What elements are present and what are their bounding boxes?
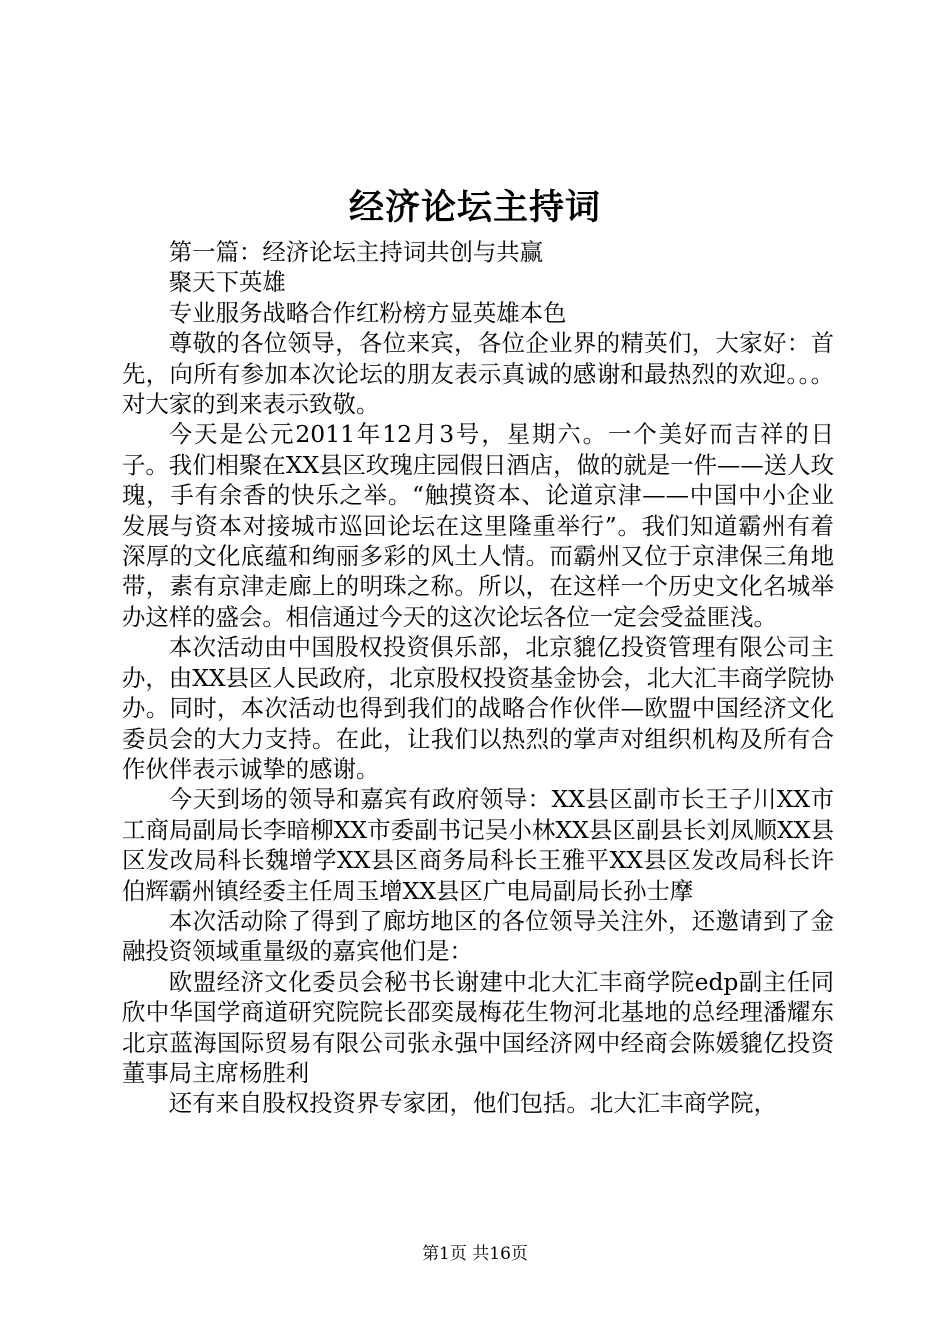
page-number-footer: 第1页 共16页 <box>422 1244 528 1264</box>
paragraph: 本次活动除了得到了廊坊地区的各位领导关注外，还邀请到了金融投资领域重量级的嘉宾他们是： <box>122 906 834 966</box>
paragraph: 还有来自股权投资界专家团，他们包括。北大汇丰商学院， <box>168 1089 777 1118</box>
paragraph: 聚天下英雄 <box>168 268 286 297</box>
paragraph: 今天到场的领导和嘉宾有政府领导：XX县区副市长王子川XX市工商局副局长李暗柳XX市委副书记吴小林XX县区副县长刘凤顺XX县区发改局科长魏增学XX县区商务局科长王雅平XX县区发改局科长许伯辉霸州镇经委主任周玉增XX县区广电局副局长孙士摩 <box>122 785 834 905</box>
paragraph: 第一篇：经济论坛主持词共创与共赢 <box>168 238 544 266</box>
paragraph: 欧盟经济文化委员会秘书长谢建中北大汇丰商学院edp副主任同欣中华国学商道研究院院长邵奕晟梅花生物河北基地的总经理潘耀东北京蓝海国际贸易有限公司张永强中国经济网中经商会陈媛貔亿投资董事局主席杨胜利 <box>122 967 834 1087</box>
paragraph: 今天是公元2011年12月3号，星期六。一个美好而吉祥的日子。我们相聚在XX县区玫瑰庄园假日酒店，做的就是一件——送人玫瑰，手有余香的快乐之举。“触摸资本、论道京津——中国中小企业发展与资本对接城市巡回论坛在这里隆重举行”。我们知道霸州有着深厚的文化底蕴和绚丽多彩的风土人情。而霸州又位于京津保三角地带，素有京津走廊上的明珠之称。所以，在这样一个历史文化名城举办这样的盛会。相信通过今天的这次论坛各位一定会受益匪浅。 <box>122 420 834 631</box>
paragraph: 专业服务战略合作红粉榜方显英雄本色 <box>168 298 567 327</box>
paragraph: 本次活动由中国股权投资俱乐部，北京貔亿投资管理有限公司主办，由XX县区人民政府，北京股权投资基金协会，北大汇丰商学院协办。同时，本次活动也得到我们的战略合作伙伴—欧盟中国经济文化委员会的大力支持。在此，让我们以热烈的掌声对组织机构及所有合作伙伴表示诚挚的感谢。 <box>122 633 834 783</box>
document-title: 经济论坛主持词 <box>348 187 601 228</box>
document-body <box>122 237 834 1119</box>
paragraph: 尊敬的各位领导，各位来宾，各位企业界的精英们，大家好：首先，向所有参加本次论坛的朋友表示真诚的感谢和最热烈的欢迎。。。对大家的到来表示致敬。 <box>122 329 834 419</box>
